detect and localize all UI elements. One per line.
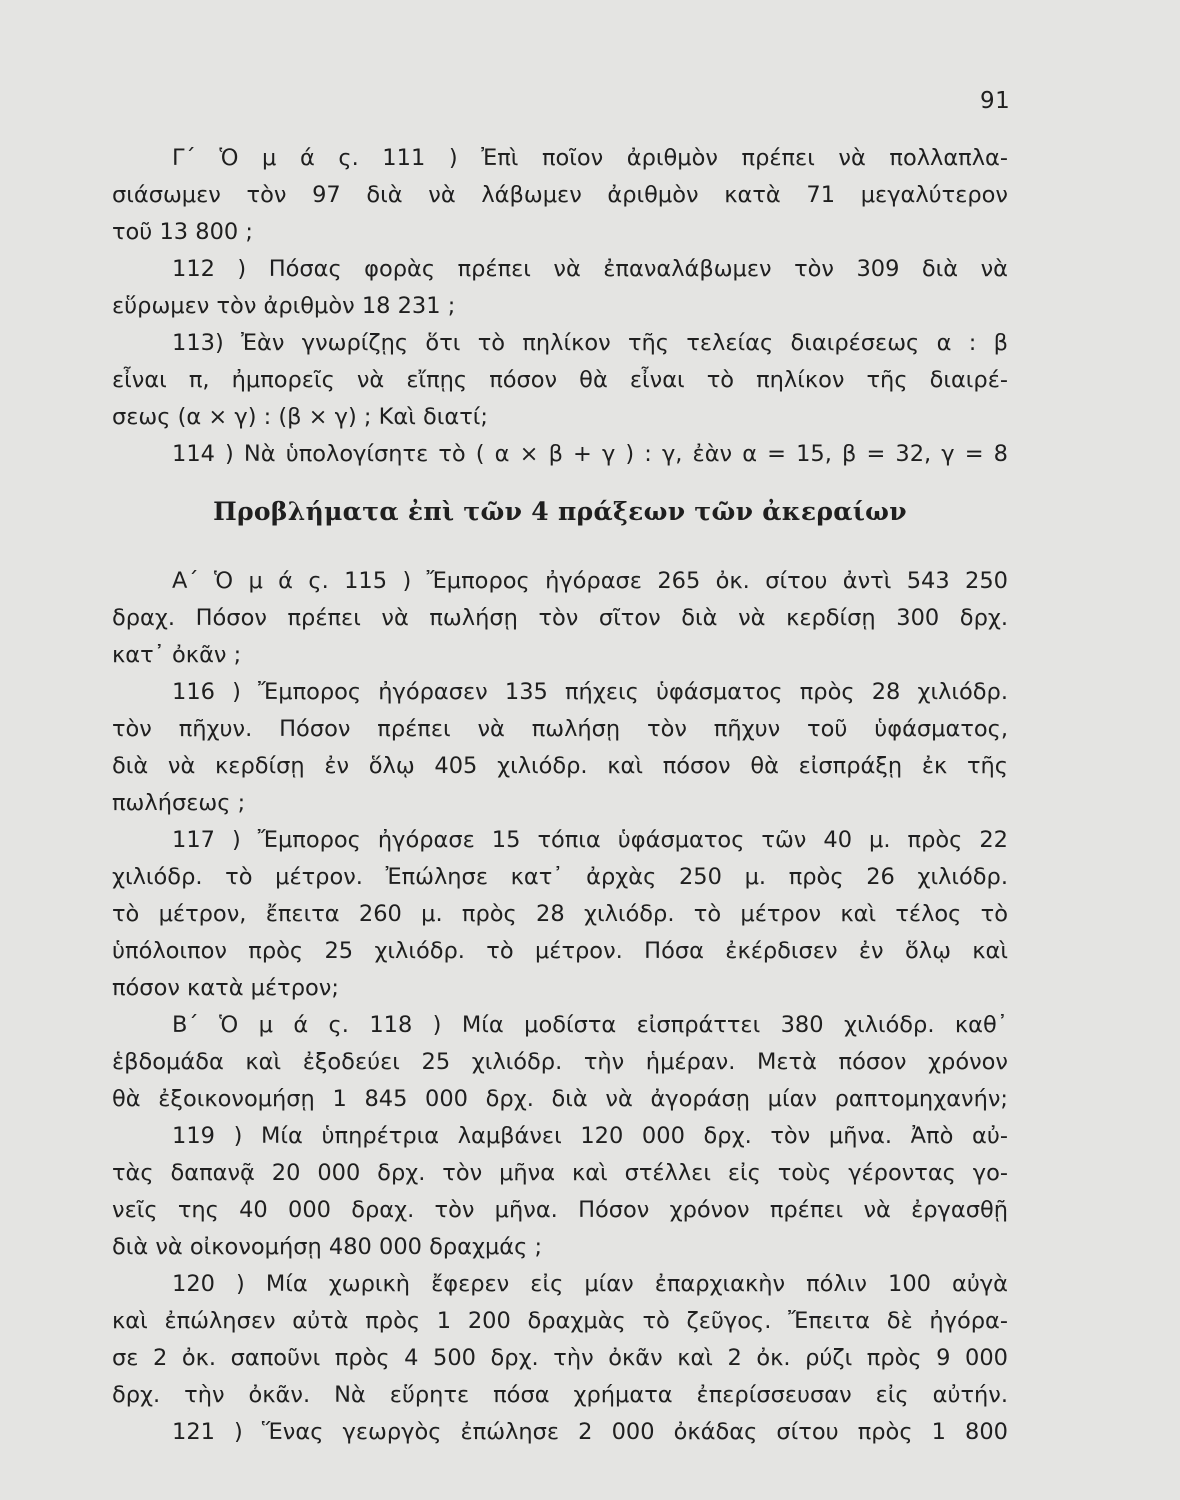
text-line: κατ᾽ ὀκᾶν ; (112, 642, 242, 668)
text-line: 119 ) Μία ὑπηρέτρια λαμβάνει 120 000 δρχ. τὸν μῆνα. Ἀπὸ αὐ- (172, 1123, 1008, 1149)
text-line: Γ΄ Ὁ μ ά ς. 111 ) Ἐπὶ ποῖον ἀριθμὸν πρέπει νὰ πολλαπλα- (172, 145, 1008, 171)
text-line: ἑβδομάδα καὶ ἐξοδεύει 25 χιλιόδρ. τὴν ἡμέραν. Μετὰ πόσον χρόνον (112, 1049, 1008, 1075)
text-line: καὶ ἐπώλησεν αὐτὰ πρὸς 1 200 δραχμὰς τὸ ζεῦγος. Ἔπειτα δὲ ἠγόρα- (112, 1308, 1008, 1334)
page-number: 91 (980, 88, 1011, 114)
text-line: Β΄ Ὁ μ ά ς. 118 ) Μία μοδίστα εἰσπράττει 380 χιλιόδρ. καθ᾽ (172, 1012, 1008, 1038)
problems-block-2 (112, 563, 1008, 1451)
text-line: Α΄ Ὁ μ ά ς. 115 ) Ἔμπορος ἠγόρασε 265 ὀκ. σίτου ἀντὶ 543 250 (172, 568, 1008, 594)
text-line: πόσον κατὰ μέτρον; (112, 975, 339, 1001)
text-line: 112 ) Πόσας φορὰς πρέπει νὰ ἐπαναλάβωμεν τὸν 309 διὰ νὰ (172, 256, 1008, 282)
text-line: τὰς δαπανᾷ 20 000 δρχ. τὸν μῆνα καὶ στέλλει εἰς τοὺς γέροντας γο- (112, 1160, 1008, 1186)
text-line: εἶναι π, ἠμπορεῖς νὰ εἴπῃς πόσον θὰ εἶναι τὸ πηλίκον τῆς διαιρέ- (112, 367, 1008, 393)
text-line: 114 ) Νὰ ὑπολογίσητε τὸ ( α × β + γ ) : γ, ἐὰν α = 15, β = 32, γ = 8 (172, 441, 1008, 467)
text-line: νεῖς της 40 000 δραχ. τὸν μῆνα. Πόσον χρόνον πρέπει νὰ ἐργασθῇ (112, 1197, 1008, 1223)
text-line: δραχ. Πόσον πρέπει νὰ πωλήσῃ τὸν σῖτον διὰ νὰ κερδίσῃ 300 δρχ. (112, 605, 1008, 631)
text-line: τὸν πῆχυν. Πόσον πρέπει νὰ πωλήσῃ τὸν πῆχυν τοῦ ὑφάσματος, (112, 716, 1008, 742)
text-line: πωλήσεως ; (112, 790, 246, 816)
text-line: δρχ. τὴν ὀκᾶν. Νὰ εὕρητε πόσα χρήματα ἐπερίσσευσαν εἰς αὐτήν. (112, 1382, 1008, 1408)
text-line: θὰ ἐξοικονομήσῃ 1 845 000 δρχ. διὰ νὰ ἀγοράσῃ μίαν ραπτομηχανήν; (112, 1086, 1008, 1112)
text-line: διὰ νὰ κερδίσῃ ἐν ὅλῳ 405 χιλιόδρ. καὶ πόσον θὰ εἰσπράξῃ ἐκ τῆς (112, 753, 1008, 779)
text-line: σε 2 ὀκ. σαποῦνι πρὸς 4 500 δρχ. τὴν ὀκᾶν καὶ 2 ὀκ. ρύζι πρὸς 9 000 (112, 1345, 1008, 1371)
text-line: σεως (α × γ) : (β × γ) ; Καὶ διατί; (112, 404, 488, 430)
text-line: 117 ) Ἔμπορος ἠγόρασε 15 τόπια ὑφάσματος τῶν 40 μ. πρὸς 22 (172, 827, 1008, 853)
text-line: διὰ νὰ οἰκονομήσῃ 480 000 δραχμάς ; (112, 1234, 543, 1260)
text-line: ὑπόλοιπον πρὸς 25 χιλιόδρ. τὸ μέτρον. Πόσα ἐκέρδισεν ἐν ὅλῳ καὶ (112, 938, 1008, 964)
text-line: χιλιόδρ. τὸ μέτρον. Ἐπώλησε κατ᾽ ἀρχὰς 250 μ. πρὸς 26 χιλιόδρ. (112, 864, 1008, 890)
text-line: εὕρωμεν τὸν ἀριθμὸν 18 231 ; (112, 293, 456, 319)
text-line: τὸ μέτρον, ἔπειτα 260 μ. πρὸς 28 χιλιόδρ. τὸ μέτρον καὶ τέλος τὸ (112, 901, 1008, 927)
text-line: 120 ) Μία χωρικὴ ἔφερεν εἰς μίαν ἐπαρχιακὴν πόλιν 100 αὐγὰ (172, 1271, 1008, 1297)
text-line: 116 ) Ἔμπορος ἠγόρασεν 135 πήχεις ὑφάσματος πρὸς 28 χιλιόδρ. (172, 679, 1008, 705)
section-heading: Προβλήματα ἐπὶ τῶν 4 πράξεων τῶν ἀκεραίων (213, 497, 907, 526)
text-line: 121 ) Ἕνας γεωργὸς ἐπώλησε 2 000 ὀκάδας σίτου πρὸς 1 800 (172, 1419, 1008, 1445)
problems-block-1 (112, 140, 1008, 473)
text-line: 113) Ἐὰν γνωρίζῃς ὅτι τὸ πηλίκον τῆς τελείας διαιρέσεως α : β (172, 330, 1008, 356)
text-line: τοῦ 13 800 ; (112, 219, 253, 245)
text-line: σιάσωμεν τὸν 97 διὰ νὰ λάβωμεν ἀριθμὸν κατὰ 71 μεγαλύτερον (112, 182, 1008, 208)
